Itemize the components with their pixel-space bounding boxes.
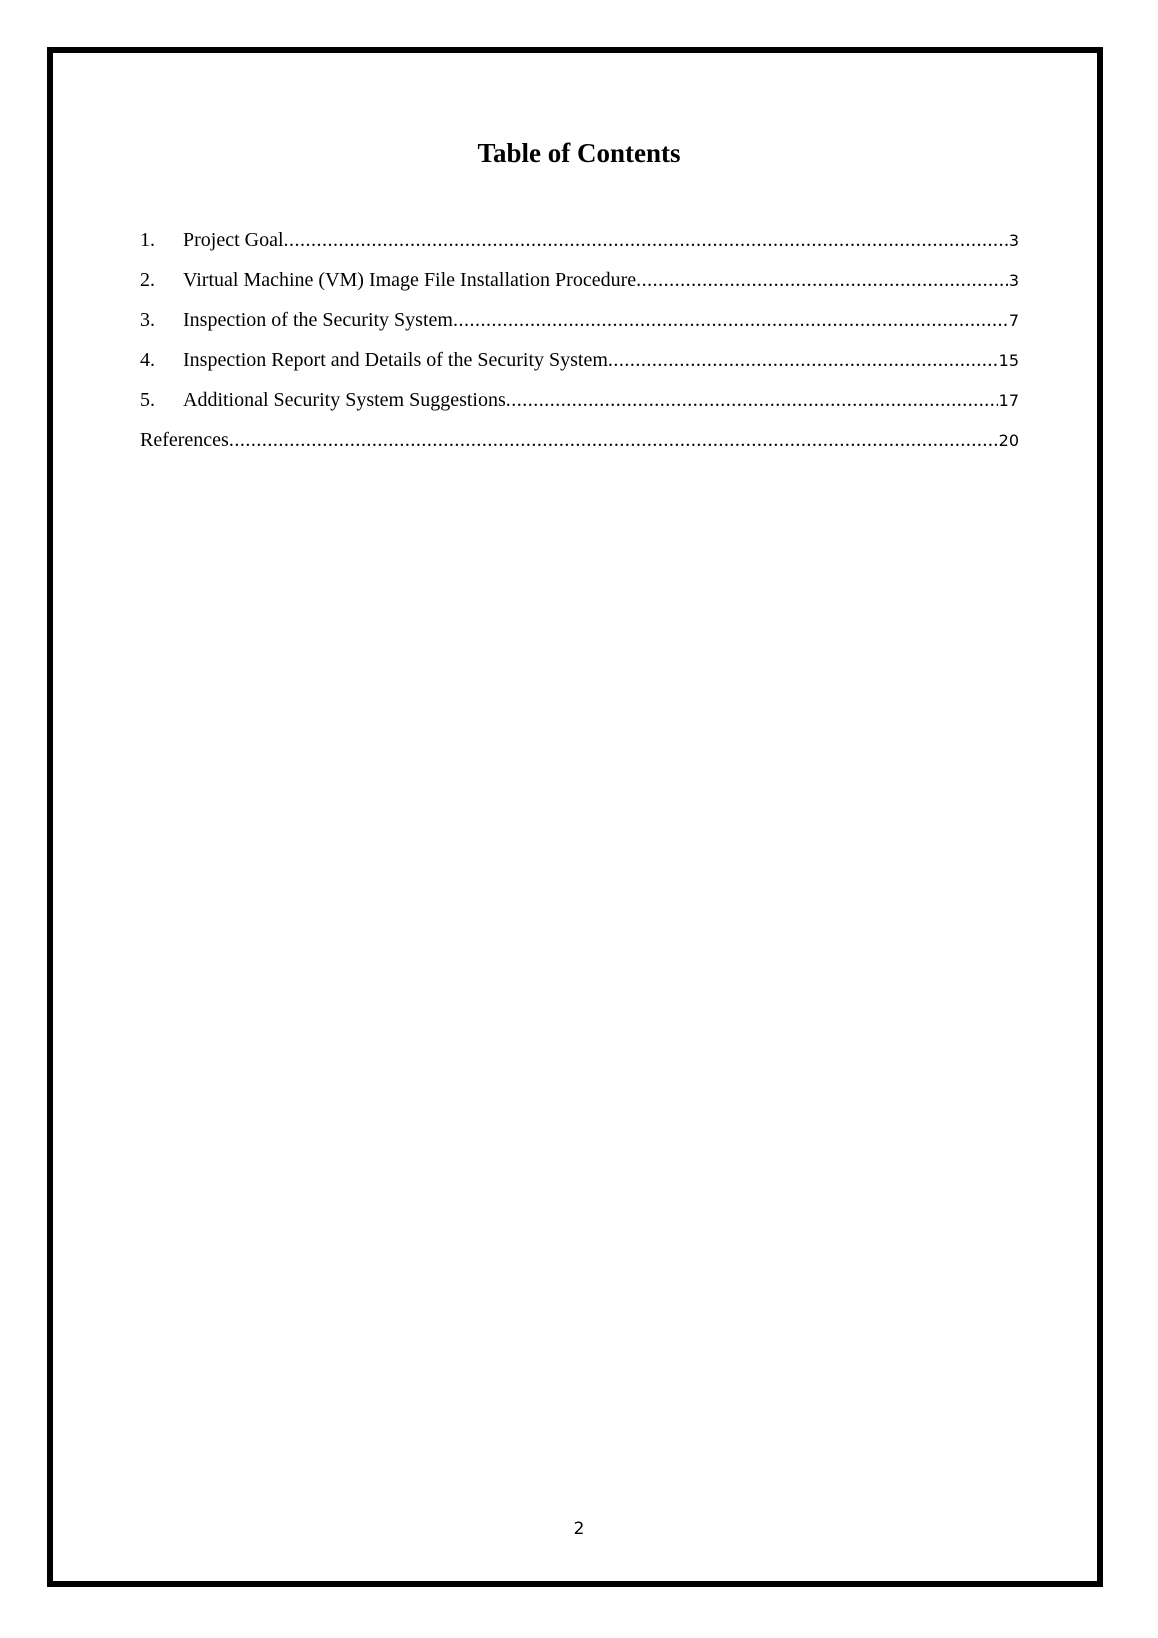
- toc-entry-page: 3: [1008, 231, 1019, 250]
- toc-entry-inspection-report[interactable]: [140, 346, 1019, 386]
- toc-entry-project-goal[interactable]: [140, 226, 1019, 266]
- table-of-contents: [140, 226, 1019, 466]
- toc-entry-page: 3: [1008, 271, 1019, 290]
- toc-entry-title: Inspection of the Security System: [183, 309, 453, 331]
- toc-entry-page: 17: [998, 391, 1019, 410]
- toc-entry-number: 3.: [140, 309, 155, 331]
- toc-dot-leader: [229, 426, 998, 454]
- toc-entry-inspection[interactable]: [140, 306, 1019, 346]
- toc-entry-number: 1.: [140, 229, 155, 251]
- toc-entry-suggestions[interactable]: [140, 386, 1019, 426]
- toc-entry-vm-installation[interactable]: [140, 266, 1019, 306]
- toc-title: Table of Contents: [477, 138, 681, 168]
- page-number: 2: [573, 1519, 585, 1539]
- toc-entry-title: References: [140, 429, 229, 451]
- toc-entry-number: 5.: [140, 389, 155, 411]
- toc-dot-leader: [453, 306, 1008, 334]
- toc-entry-page: 7: [1008, 311, 1019, 330]
- toc-entry-references[interactable]: [140, 426, 1019, 466]
- toc-dot-leader: [636, 266, 1008, 294]
- toc-entry-title: Additional Security System Suggestions: [183, 389, 506, 411]
- toc-entry-number: 4.: [140, 349, 155, 371]
- toc-entry-page: 20: [998, 431, 1019, 450]
- toc-entry-page: 15: [998, 351, 1019, 370]
- toc-entry-title: Project Goal: [183, 229, 284, 251]
- toc-entry-number: 2.: [140, 269, 155, 291]
- toc-dot-leader: [284, 226, 1008, 254]
- toc-entry-title: Inspection Report and Details of the Security System: [183, 349, 608, 371]
- toc-dot-leader: [506, 386, 998, 414]
- toc-entry-title: Virtual Machine (VM) Image File Installation Procedure: [183, 269, 637, 291]
- toc-dot-leader: [608, 346, 998, 374]
